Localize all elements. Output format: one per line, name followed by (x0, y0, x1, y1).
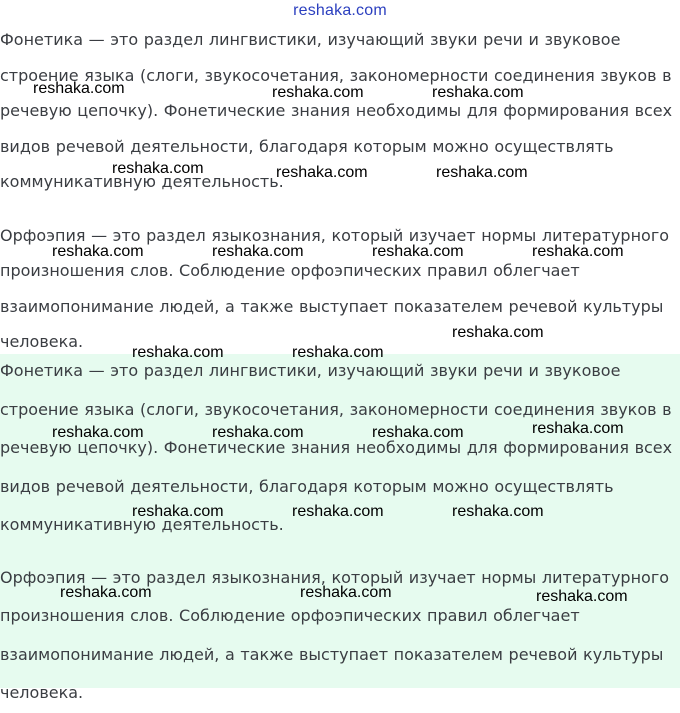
watermark: reshaka.com (292, 344, 384, 361)
paragraph-phonetics: Фонетика — это раздел лингвистики, изучающий звуки речи и звуковое строение языка (слоги, звукосочетания, закономерности соединения звуков в речевую цепочку). Фонетические знания необходимы для формирования всех видов речевой деятельности, благодаря которым можно осуществлять коммуникативную деятельность. (0, 361, 673, 534)
watermark: reshaka.com (536, 588, 628, 605)
watermark: reshaka.com (212, 424, 304, 441)
watermark: reshaka.com (132, 344, 224, 361)
text-block-highlighted (0, 354, 680, 702)
watermark: reshaka.com (112, 160, 204, 177)
watermark: reshaka.com (532, 420, 624, 437)
watermark: reshaka.com (532, 243, 624, 260)
watermark: reshaka.com (452, 324, 544, 341)
paragraph-orthoepy: Орфоэпия — это раздел языкознания, который изучает нормы литературного произношения слов. Соблюдение орфоэпических правил облегчает взаимопонимание людей, а также выступает показателем речевой культуры человека. (0, 225, 670, 351)
watermark: reshaka.com (372, 424, 464, 441)
watermark: reshaka.com (33, 80, 125, 97)
paragraph-orthoepy: Орфоэпия — это раздел языкознания, который изучает нормы литературного произношения слов. Соблюдение орфоэпических правил облегчает взаимопонимание людей, а также выступает показателем речевой культуры человека. (0, 567, 670, 702)
watermark: reshaka.com (52, 424, 144, 441)
watermark: reshaka.com (292, 503, 384, 520)
watermark: reshaka.com (436, 164, 528, 181)
watermark: reshaka.com (372, 243, 464, 260)
paragraph-phonetics: Фонетика — это раздел лингвистики, изучающий звуки речи и звуковое строение языка (слоги, звукосочетания, закономерности соединения звуков в речевую цепочку). Фонетические знания необходимы для формирования всех видов речевой деятельности, благодаря которым можно осуществлять коммуникативную деятельность. (0, 30, 673, 191)
site-link[interactable]: reshaka.com (293, 2, 387, 19)
watermark: reshaka.com (432, 84, 524, 101)
watermark: reshaka.com (276, 164, 368, 181)
watermark: reshaka.com (452, 503, 544, 520)
watermark: reshaka.com (272, 84, 364, 101)
watermark: reshaka.com (60, 584, 152, 601)
text-block-original (0, 26, 680, 354)
watermark: reshaka.com (132, 503, 224, 520)
watermark: reshaka.com (212, 243, 304, 260)
watermark: reshaka.com (52, 243, 144, 260)
watermark: reshaka.com (300, 584, 392, 601)
